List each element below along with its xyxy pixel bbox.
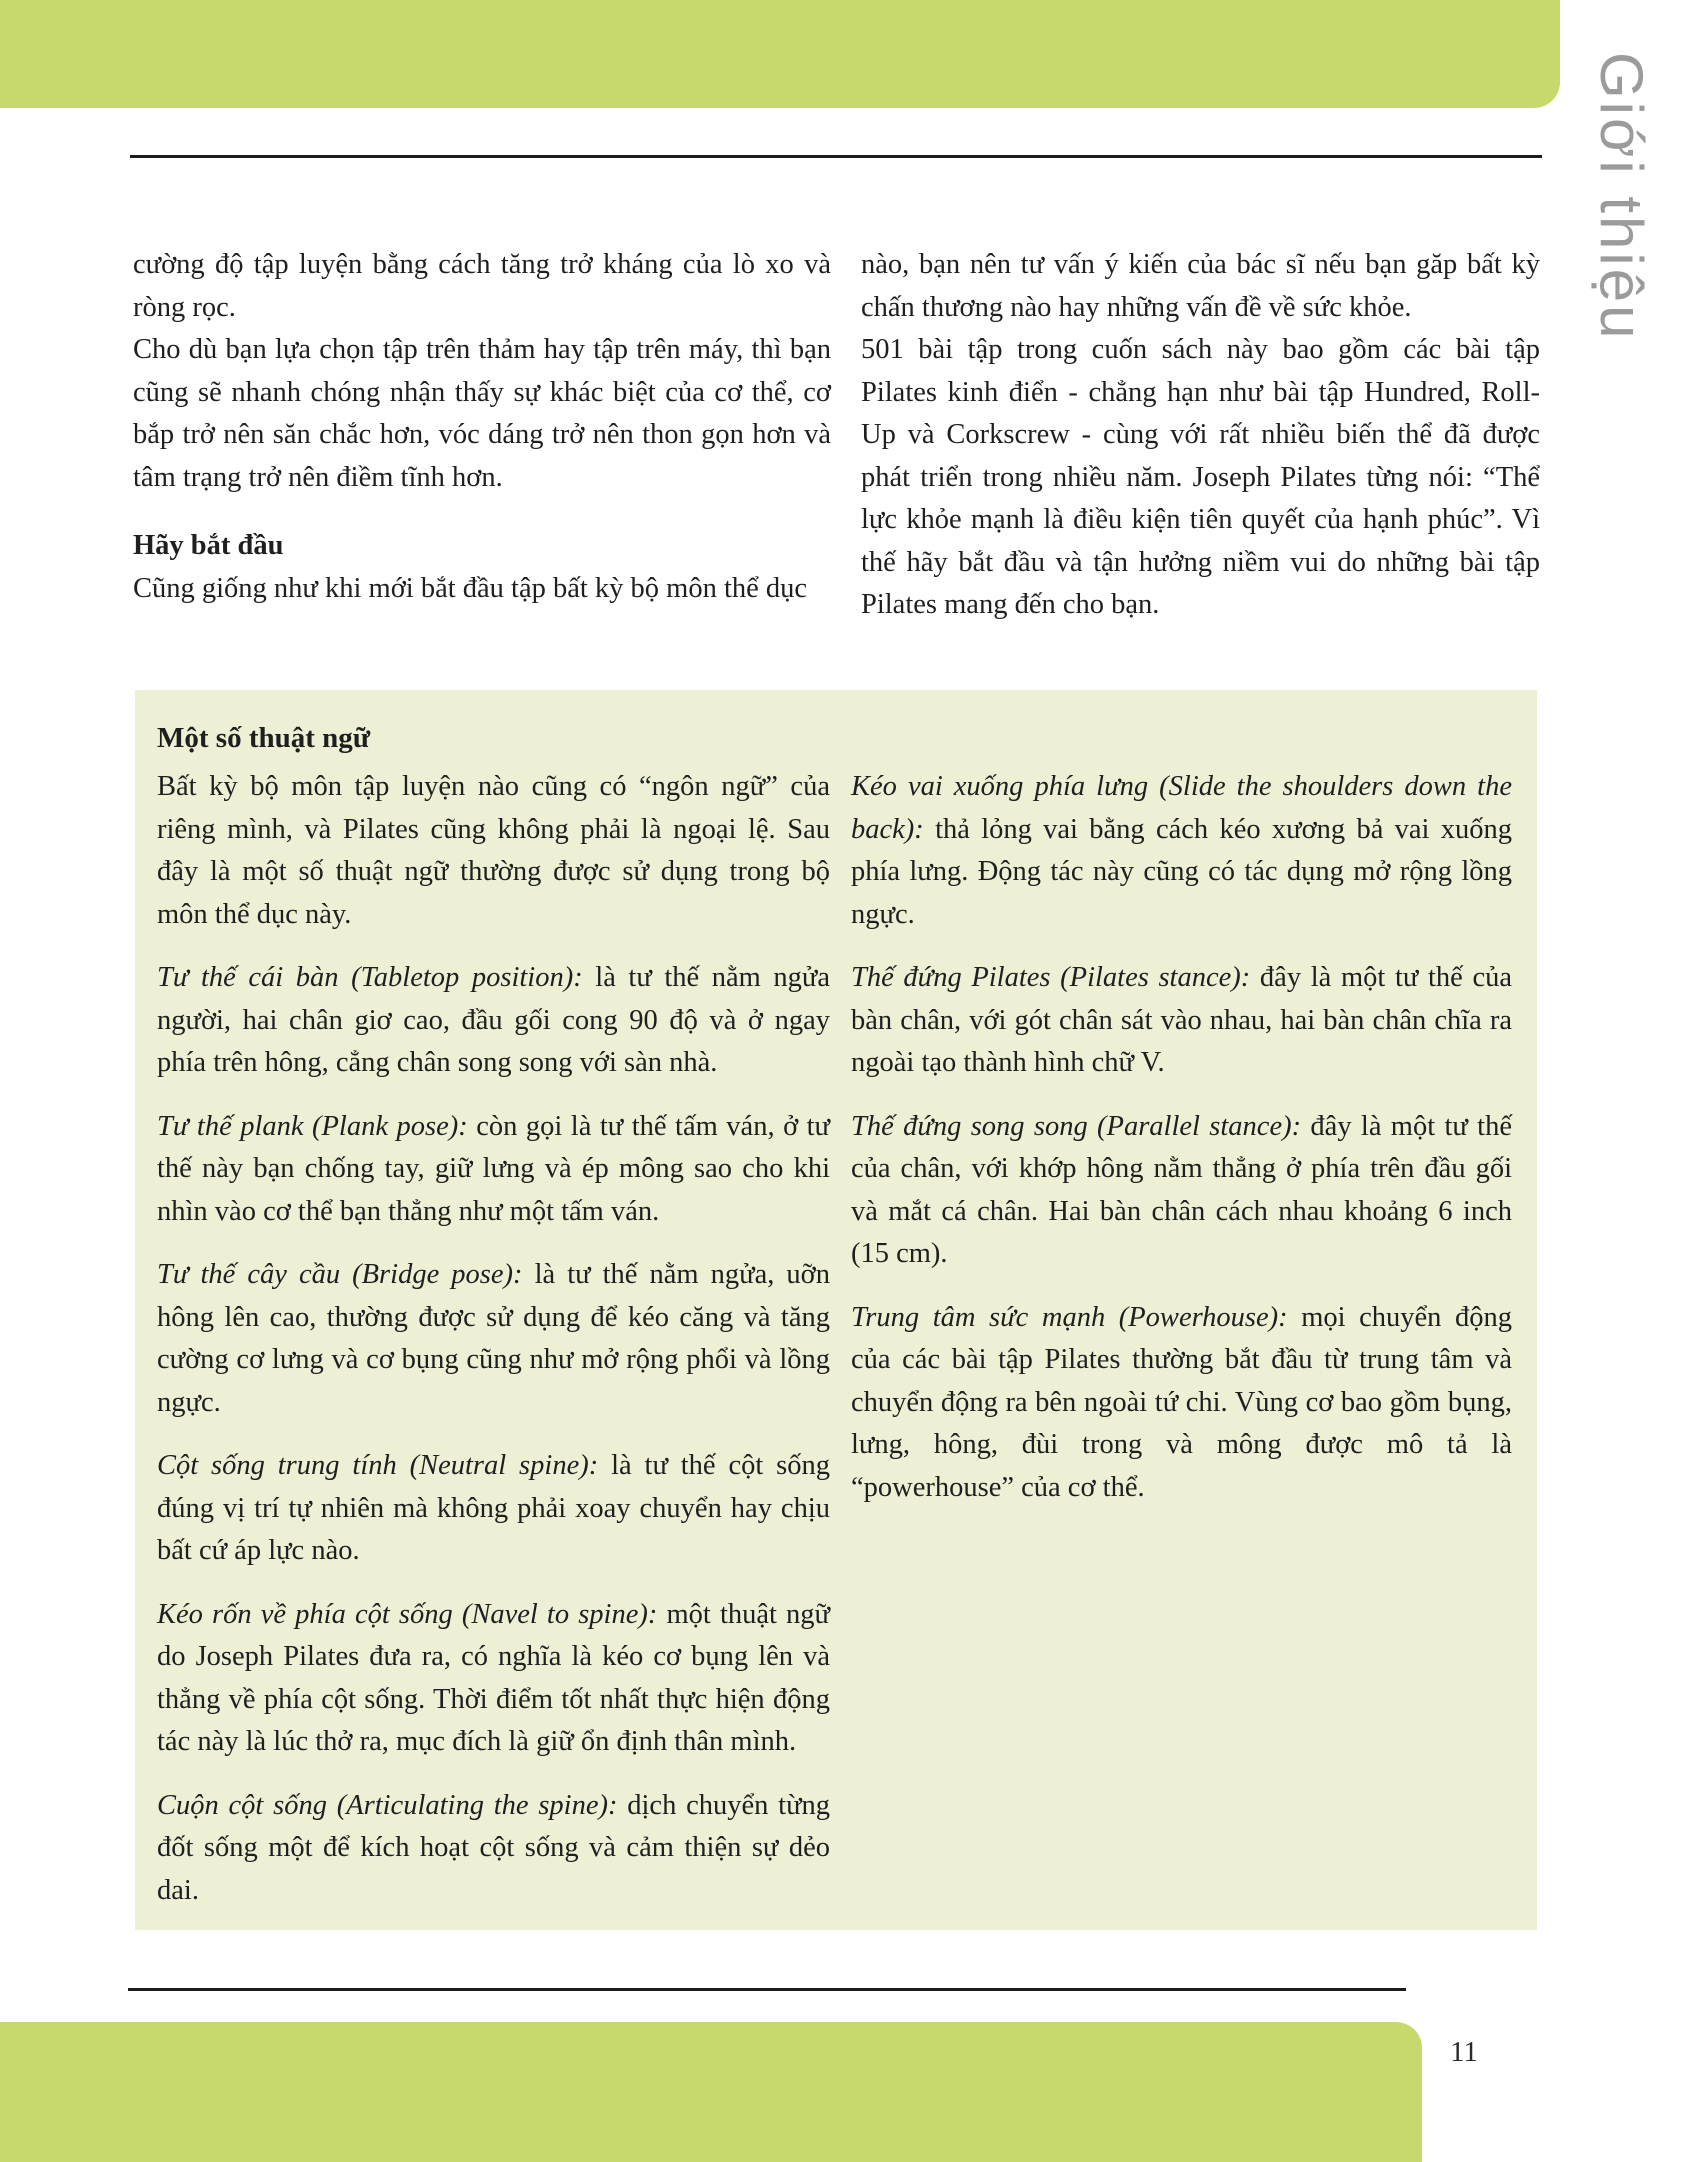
intro-paragraph: Cho dù bạn lựa chọn tập trên thảm hay tập trên máy, thì bạn cũng sẽ nhanh chóng nhận thấy sự khác biệt của cơ thể, cơ bắp trở nên săn chắc hơn, vóc dáng trở nên thon gọn hơn và tâm trạng trở nên điềm tĩnh hơn.: [133, 334, 831, 493]
glossary-definition: còn gọi là tư thế tấm ván, ở tư thế này bạn chống tay, giữ lưng và ép mông sao cho khi nhìn vào cơ thể bạn thẳng như một tấm ván.: [157, 1110, 830, 1227]
intro-paragraph: Cũng giống như khi mới bắt đầu tập bất kỳ bộ môn thể dục: [133, 572, 808, 604]
glossary-definition: là tư thế nằm ngửa người, hai chân giơ cao, đầu gối cong 90 độ và ở ngay phía trên hông, cẳng chân song song với sàn nhà.: [157, 962, 830, 1078]
glossary-entry: [851, 766, 1512, 936]
glossary-term: Cuộn cột sống (Articulating the spine):: [157, 1789, 618, 1821]
glossary-title: Một số thuật ngữ: [157, 722, 371, 754]
intro-right-column: [861, 244, 1540, 627]
glossary-definition: đây là một tư thế của chân, với khớp hông nằm thẳng ở phía trên đầu gối và mắt cá chân. Hai bàn chân cách nhau khoảng 6 inch (15 cm).: [851, 1110, 1512, 1269]
glossary-entry: [157, 1594, 830, 1764]
glossary-right-column: [851, 766, 1512, 1509]
glossary-entry: [157, 1106, 830, 1234]
glossary-term: Tư thế cái bàn (Tabletop position):: [157, 962, 583, 993]
footer-accent-bar: [0, 2022, 1422, 2162]
glossary-term: Kéo vai xuống phía lưng (Slide the shoulders down the back):: [851, 771, 1512, 845]
glossary-entry: [157, 1445, 830, 1573]
glossary-definition: thả lỏng vai bằng cách kéo xương bả vai xuống phía lưng. Động tác này cũng có tác dụng mở rộng lồng ngực.: [851, 813, 1512, 930]
intro-paragraph: 501 bài tập trong cuốn sách này bao gồm các bài tập Pilates kinh điển - chẳng hạn như bài tập Hundred, Roll-Up và Corkscrew - cùng với rất nhiều biến thể đã được phát triển trong nhiều năm. Joseph Pilates từng nói: “Thể lực khỏe mạnh là điều kiện tiên quyết của hạnh phúc”. Vì thế hãy bắt đầu và tận hưởng niềm vui do những bài tập Pilates mang đến cho bạn.: [861, 334, 1540, 620]
glossary-entry: [851, 1297, 1512, 1510]
page-number: 11: [1450, 2036, 1478, 2068]
glossary-entry: [157, 1254, 830, 1424]
glossary-term: Tư thế plank (Plank pose):: [157, 1110, 468, 1142]
header-accent-bar: [0, 0, 1560, 108]
glossary-definition: là tư thế cột sống đúng vị trí tự nhiên mà không phải xoay chuyển hay chịu bất cứ áp lực nào.: [157, 1450, 830, 1566]
glossary-entry: [851, 1106, 1512, 1276]
glossary-term: Thế đứng Pilates (Pilates stance):: [851, 962, 1251, 993]
glossary-term: Kéo rốn về phía cột sống (Navel to spine):: [157, 1598, 658, 1630]
glossary-entry: [157, 1785, 830, 1913]
glossary-term: Trung tâm sức mạnh (Powerhouse):: [851, 1301, 1288, 1333]
glossary-entry: [851, 957, 1512, 1085]
glossary-left-column: [157, 766, 830, 1912]
glossary-term: Cột sống trung tính (Neutral spine):: [157, 1450, 599, 1481]
glossary-definition: là tư thế nằm ngửa, uỡn hông lên cao, thường được sử dụng để kéo căng và tăng cường cơ lưng và cơ bụng cũng như mở rộng phổi và lồng ngực.: [157, 1259, 830, 1418]
glossary-definition: mọi chuyển động của các bài tập Pilates thường bắt đầu từ trung tâm và chuyển động ra bên ngoài tứ chi. Vùng cơ bao gồm bụng, lưng, hông, đùi trong và mông được mô tả là “powerhouse” của cơ thể.: [851, 1301, 1513, 1503]
bottom-divider-rule: [128, 1988, 1406, 1991]
top-divider-rule: [130, 155, 1542, 158]
glossary-definition: một thuật ngữ do Joseph Pilates đưa ra, có nghĩa là kéo cơ bụng lên và thẳng về phía cột sống. Thời điểm tốt nhất thực hiện động tác này là lúc thở ra, mục đích là giữ ổn định thân mình.: [157, 1598, 830, 1757]
glossary-term: Tư thế cây cầu (Bridge pose):: [157, 1259, 523, 1290]
glossary-entry: [157, 957, 830, 1085]
glossary-term: Thế đứng song song (Parallel stance):: [851, 1110, 1302, 1142]
glossary-definition: dịch chuyển từng đốt sống một để kích hoạt cột sống và cảm thiện sự dẻo dai.: [157, 1789, 831, 1906]
intro-paragraph: cường độ tập luyện bằng cách tăng trở kháng của lò xo và ròng rọc.: [133, 249, 831, 323]
glossary-definition: đây là một tư thế của bàn chân, với gót chân sát vào nhau, hai bàn chân chĩa ra ngoài tạo thành hình chữ V.: [851, 962, 1512, 1078]
intro-left-column: [133, 244, 831, 610]
section-heading: Hãy bắt đầu: [133, 530, 284, 561]
intro-paragraph: nào, bạn nên tư vấn ý kiến của bác sĩ nếu bạn găp bất kỳ chấn thương nào hay những vấn đề về sức khỏe.: [861, 249, 1540, 323]
glossary-intro: Bất kỳ bộ môn tập luyện nào cũng có “ngôn ngữ” của riêng mình, và Pilates cũng không phải là ngoại lệ. Sau đây là một số thuật ngữ thường được sử dụng trong bộ môn thể dục này.: [157, 771, 830, 930]
chapter-sidebar-label: Giới thiệu: [1588, 52, 1655, 342]
